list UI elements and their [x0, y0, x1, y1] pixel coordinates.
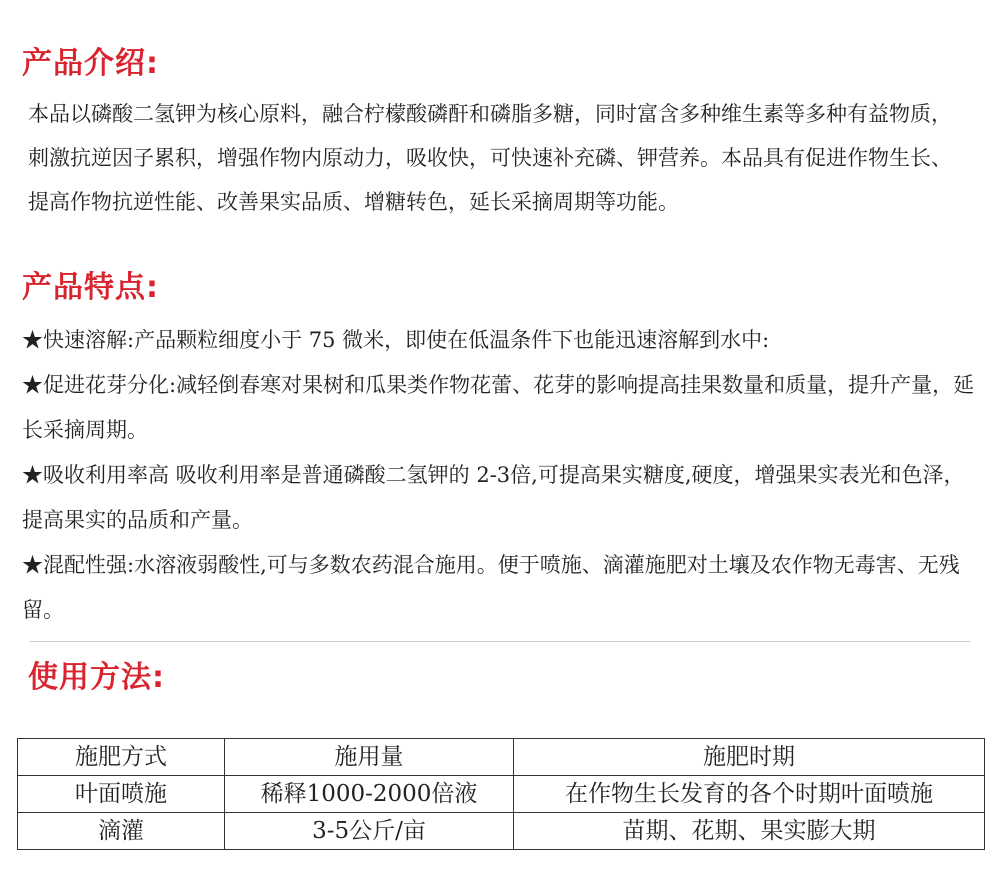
table-header-method: 施肥方式	[18, 739, 225, 776]
features-heading: 产品特点:	[22, 270, 159, 305]
section-divider	[30, 641, 970, 642]
intro-heading: 产品介绍:	[22, 46, 159, 81]
feature-item-compatibility: ★混配性强:水溶液弱酸性,可与多数农药混合施用。便于喷施、滴灌施肥对土壤及农作物无毒害、无残留。	[22, 553, 960, 622]
feature-list	[22, 318, 982, 633]
feature-item-fast-dissolve: ★快速溶解:产品颗粒细度小于 75 微米，即使在低温条件下也能迅速溶解到水中:	[22, 328, 770, 352]
table-cell-method: 滴灌	[18, 813, 225, 850]
table-cell-method: 叶面喷施	[18, 776, 225, 813]
table-header-dosage: 施用量	[225, 739, 514, 776]
usage-heading: 使用方法:	[28, 660, 165, 695]
feature-item-absorption: ★吸收利用率高 吸收利用率是普通磷酸二氢钾的 2-3倍,可提高果实糖度,硬度，增强果实表光和色泽，提高果实的品质和产量。	[22, 463, 965, 532]
table-row	[18, 813, 985, 850]
feature-item-flower-bud: ★促进花芽分化:减轻倒春寒对果树和瓜果类作物花蕾、花芽的影响提高挂果数量和质量，提升产量，延长采摘周期。	[22, 373, 975, 442]
table-header-row	[18, 739, 985, 776]
table-header-period: 施肥时期	[514, 739, 985, 776]
table-cell-period: 在作物生长发育的各个时期叶面喷施	[514, 776, 985, 813]
intro-text: 本品以磷酸二氢钾为核心原料，融合柠檬酸磷酐和磷脂多糖，同时富含多种维生素等多种有益物质，刺激抗逆因子累积，增强作物内原动力，吸收快，可快速补充磷、钾营养。本品具有促进作物生长、提高作物抗逆性能、改善果实品质、增糖转色，延长采摘周期等功能。	[28, 102, 952, 214]
table-row	[18, 776, 985, 813]
table-cell-dosage: 稀释1000-2000倍液	[225, 776, 514, 813]
table-cell-dosage: 3-5公斤/亩	[225, 813, 514, 850]
usage-table	[17, 738, 985, 850]
table-cell-period: 苗期、花期、果实膨大期	[514, 813, 985, 850]
